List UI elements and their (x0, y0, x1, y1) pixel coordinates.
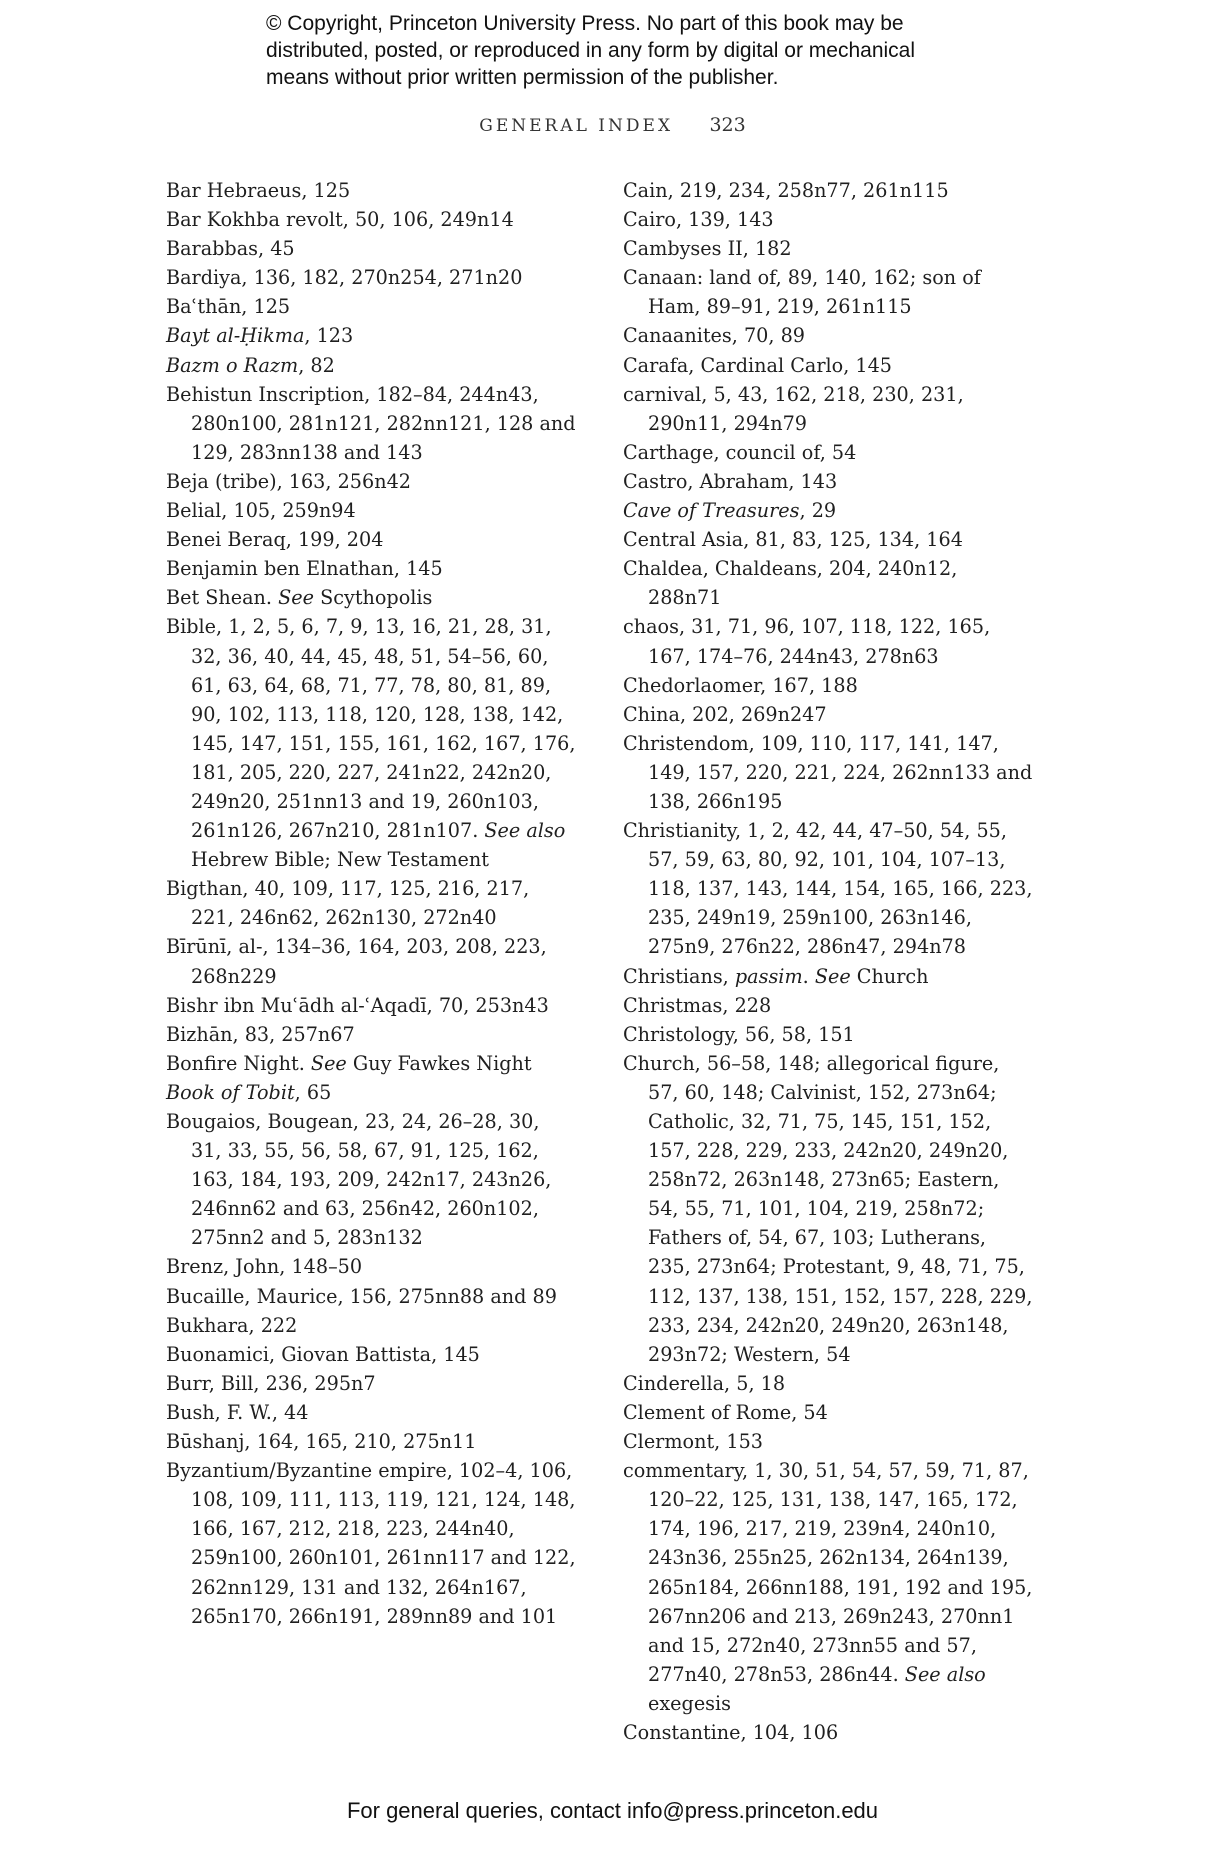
index-entry (623, 1427, 1033, 1456)
index-entry-text: Cain, 219, 234, 258n77, 261n115 (623, 179, 949, 202)
index-entry (166, 583, 576, 612)
index-entry-italic: See (814, 964, 851, 988)
index-entry-text: Beja (tribe), 163, 256n42 (166, 469, 411, 493)
index-entry (166, 205, 576, 234)
index-entry-text: , 123 (304, 324, 354, 348)
index-entry-text: Clermont, 153 (623, 1430, 763, 1454)
index-entry-text: Buonamici, Giovan Battista, 145 (166, 1342, 480, 1366)
index-entry-text: , 65 (294, 1080, 332, 1104)
index-entry (623, 263, 1033, 321)
index-entry-italic: Book of Tobit (166, 1080, 295, 1104)
index-entry (623, 1398, 1033, 1427)
index-entry-text: Christology, 56, 58, 151 (623, 1022, 855, 1046)
index-entry-italic: See (278, 586, 314, 610)
index-entry-text: Bishr ibn Muʿādh al-ʿAqadī, 70, 253n43 (166, 993, 549, 1017)
index-entry-text: Chaldea, Chaldeans, 204, 240n12, 288n71 (623, 557, 958, 610)
index-entry-text: China, 202, 269n247 (623, 702, 827, 726)
index-entry (166, 1398, 576, 1427)
index-entry-text: Bukhara, 222 (166, 1313, 298, 1337)
index-entry (166, 991, 576, 1020)
index-entry-text: Carafa, Cardinal Carlo, 145 (623, 353, 893, 377)
index-entry-text: Castro, Abraham, 143 (623, 469, 838, 493)
index-entry (166, 263, 576, 292)
index-entry-text: chaos, 31, 71, 96, 107, 118, 122, 165, 167, 174–76, 244n43, 278n63 (623, 615, 991, 668)
index-column-left (166, 176, 576, 1631)
index-entry-text: Guy Fawkes Night (346, 1051, 532, 1075)
index-entry-text: Brenz, John, 148–50 (166, 1255, 363, 1279)
index-entry-text: Baʿthān, 125 (166, 295, 291, 319)
index-entry (166, 321, 576, 350)
index-entry (166, 292, 576, 321)
index-entry-text: Bizhān, 83, 257n67 (166, 1022, 355, 1046)
index-entry-text: Scythopolis (313, 586, 433, 610)
index-entry (166, 234, 576, 263)
index-entry-text: Bardiya, 136, 182, 270n254, 271n20 (166, 266, 523, 290)
index-entry (166, 1456, 576, 1631)
index-entry-text: Benjamin ben Elnathan, 145 (166, 557, 443, 581)
index-entry-text: Byzantium/Byzantine empire, 102–4, 106, 108, 109, 111, 113, 119, 121, 124, 148, 166, 167, 212, 218, 223, 244n40, 259n100, 260n101, 261nn117 and 122, 262nn129, 131 and 132, 264n167, 265n170, 266n191, 289nn89 and 101 (166, 1459, 576, 1628)
index-entry-text: Christendom, 109, 110, 117, 141, 147, 149, 157, 220, 221, 224, 262nn133 and 138, 266n195 (623, 731, 1033, 813)
index-entry (166, 1078, 576, 1107)
index-entry (623, 1049, 1033, 1369)
index-entry (623, 176, 1033, 205)
index-entry-text: Būshanj, 164, 165, 210, 275n11 (166, 1430, 477, 1454)
index-entry (623, 554, 1033, 612)
index-entry (623, 496, 1033, 525)
index-entry-italic: Bazm o Razm (166, 353, 299, 377)
index-entry-text: Hebrew Bible; New Testament (191, 848, 489, 872)
index-entry-text: Benei Beraq, 199, 204 (166, 528, 384, 552)
index-entry (623, 321, 1033, 350)
index-entry-text: Bucaille, Maurice, 156, 275nn88 and 89 (166, 1284, 557, 1308)
index-entry-italic: passim (734, 964, 803, 988)
index-entry-italic: See (310, 1051, 347, 1075)
index-entry (166, 467, 576, 496)
index-entry-text: . (802, 964, 815, 988)
index-entry-text: Church, 56–58, 148; allegorical figure, 57, 60, 148; Calvinist, 152, 273n64; Catholic, 32, 71, 75, 145, 151, 152, 157, 228, 229, 233, 242n20, 249n20, 258n72, 263n148, 273n65; Eastern, 54, 55, 71, 101, 104, 219, 258n72; Fathers of, 54, 67, 103; Lutherans, 235, 273n64; Protestant, 9, 48, 71, 75, 112, 137, 138, 151, 152, 157, 228, 229, 233, 234, 242n20, 249n20, 263n148, 293n72; Western, 54 (623, 1051, 1033, 1366)
index-entry (166, 612, 576, 874)
index-entry (166, 1311, 576, 1340)
index-entry-text: Cambyses II, 182 (623, 237, 792, 261)
index-entry-text: Bīrūnī, al-, 134–36, 164, 203, 208, 223, 268n229 (166, 935, 547, 988)
index-entry-text: commentary, 1, 30, 51, 54, 57, 59, 71, 87, 120–22, 125, 131, 138, 147, 165, 172, 174, 196, 217, 219, 239n4, 240n10, 243n36, 255n25, 262n134, 264n139, 265n184, 266nn188, 191, 192 and 195, 267nn206 and 213, 269n243, 270nn1 and 15, 272n40, 273nn55 and 57, 277n40, 278n53, 286n44. (623, 1459, 1033, 1686)
index-entry-text: Canaan: land of, 89, 140, 162; son of Ham, 89–91, 219, 261n115 (623, 266, 981, 319)
index-entry-text: Central Asia, 81, 83, 125, 134, 164 (623, 528, 963, 552)
index-entry (623, 380, 1033, 438)
index-entry (623, 1456, 1033, 1718)
index-entry (623, 729, 1033, 816)
index-entry (623, 205, 1033, 234)
index-entry-text: exegesis (648, 1691, 731, 1715)
index-entry-text: Bush, F. W., 44 (166, 1400, 309, 1424)
index-entry (623, 438, 1033, 467)
index-entry-italic: See also (904, 1662, 986, 1686)
index-entry-text: carnival, 5, 43, 162, 218, 230, 231, 290n11, 294n79 (623, 382, 964, 435)
index-entry (166, 176, 576, 205)
index-entry-text: Canaanites, 70, 89 (623, 324, 805, 348)
index-entry-italic: Cave of Treasures (623, 499, 800, 523)
index-entry-text: Cinderella, 5, 18 (623, 1371, 786, 1395)
index-column-right (623, 176, 1033, 1747)
index-entry (166, 1107, 576, 1252)
index-entry-text: Bonfire Night. (166, 1051, 311, 1075)
index-entry-text: Bar Hebraeus, 125 (166, 179, 351, 202)
index-entry (166, 1049, 576, 1078)
index-entry-text: Burr, Bill, 236, 295n7 (166, 1371, 376, 1395)
index-entry-text: Carthage, council of, 54 (623, 440, 857, 464)
index-entry (623, 991, 1033, 1020)
page-number: 323 (709, 114, 746, 136)
index-entry (166, 554, 576, 583)
index-entry-italic: See also (484, 819, 566, 843)
index-entry-text: Bougaios, Bougean, 23, 24, 26–28, 30, 31, 33, 55, 56, 58, 67, 91, 125, 162, 163, 184, 193, 209, 242n17, 243n26, 246nn62 and 63, 256n42, 260n102, 275nn2 and 5, 283n132 (166, 1110, 552, 1250)
index-entry-text: Christianity, 1, 2, 42, 44, 47–50, 54, 55, 57, 59, 63, 80, 92, 101, 104, 107–13, 118, 137, 143, 144, 154, 165, 166, 223, 235, 249n19, 259n100, 263n146, 275n9, 276n22, 286n47, 294n78 (623, 819, 1033, 959)
index-entry (623, 816, 1033, 961)
footer-contact: For general queries, contact info@press.princeton.edu (346, 1798, 879, 1823)
index-entry (166, 1340, 576, 1369)
index-entry-text: Clement of Rome, 54 (623, 1400, 828, 1424)
index-entry (623, 612, 1033, 670)
index-entry-text: Belial, 105, 259n94 (166, 499, 356, 523)
index-entry (166, 1020, 576, 1049)
index-entry (623, 467, 1033, 496)
index-entry-text: Chedorlaomer, 167, 188 (623, 673, 858, 697)
running-head-title: GENERAL INDEX (479, 116, 674, 136)
index-entry (166, 1369, 576, 1398)
index-entry (623, 234, 1033, 263)
index-entry-text: Church (850, 964, 929, 988)
index-entry (166, 525, 576, 554)
index-entry (623, 525, 1033, 554)
index-entry (623, 1020, 1033, 1049)
index-entry-text: Cairo, 139, 143 (623, 208, 774, 232)
index-entry (166, 380, 576, 467)
index-entry-text: Behistun Inscription, 182–84, 244n43, 280n100, 281n121, 282nn121, 128 and 129, 283nn138 and 143 (166, 382, 576, 464)
index-entry (166, 1427, 576, 1456)
index-entry (166, 351, 576, 380)
index-entry-text: Bigthan, 40, 109, 117, 125, 216, 217, 221, 246n62, 262n130, 272n40 (166, 877, 530, 930)
index-entry-italic: Bayt al-Ḥikma (166, 324, 305, 348)
copyright-notice: © Copyright, Princeton University Press. No part of this book may be distributed, posted, or reproduced in any form by digital or mechanical means without prior written permission of the publisher. (266, 12, 916, 89)
index-entry (623, 671, 1033, 700)
index-entry (623, 700, 1033, 729)
index-entry (623, 351, 1033, 380)
index-entry (166, 874, 576, 932)
index-entry (166, 932, 576, 990)
index-entry-text: , 82 (298, 353, 335, 377)
index-entry (623, 1369, 1033, 1398)
index-entry (166, 496, 576, 525)
index-entry-text: Barabbas, 45 (166, 237, 295, 261)
index-entry-text: Bet Shean. (166, 586, 279, 610)
index-entry-text: Bar Kokhba revolt, 50, 106, 249n14 (166, 208, 514, 232)
index-entry-text: , 29 (799, 499, 837, 523)
index-entry-text: Constantine, 104, 106 (623, 1720, 839, 1744)
index-entry-text: Christmas, 228 (623, 993, 772, 1017)
index-entry (623, 962, 1033, 991)
index-entry (166, 1252, 576, 1281)
running-head (0, 114, 1225, 136)
index-entry-text: Bible, 1, 2, 5, 6, 7, 9, 13, 16, 21, 28, 31, 32, 36, 40, 44, 45, 48, 51, 54–56, 60, 61, 63, 64, 68, 71, 77, 78, 80, 81, 89, 90, 102, 113, 118, 120, 128, 138, 142, 145, 147, 151, 155, 161, 162, 167, 176, 181, 205, 220, 227, 241n22, 242n20, 249n20, 251nn13 and 19, 260n103, 261n126, 267n210, 281n107. (166, 615, 576, 843)
index-entry (623, 1718, 1033, 1747)
index-entry-text: Christians, (623, 964, 735, 988)
index-entry (166, 1282, 576, 1311)
